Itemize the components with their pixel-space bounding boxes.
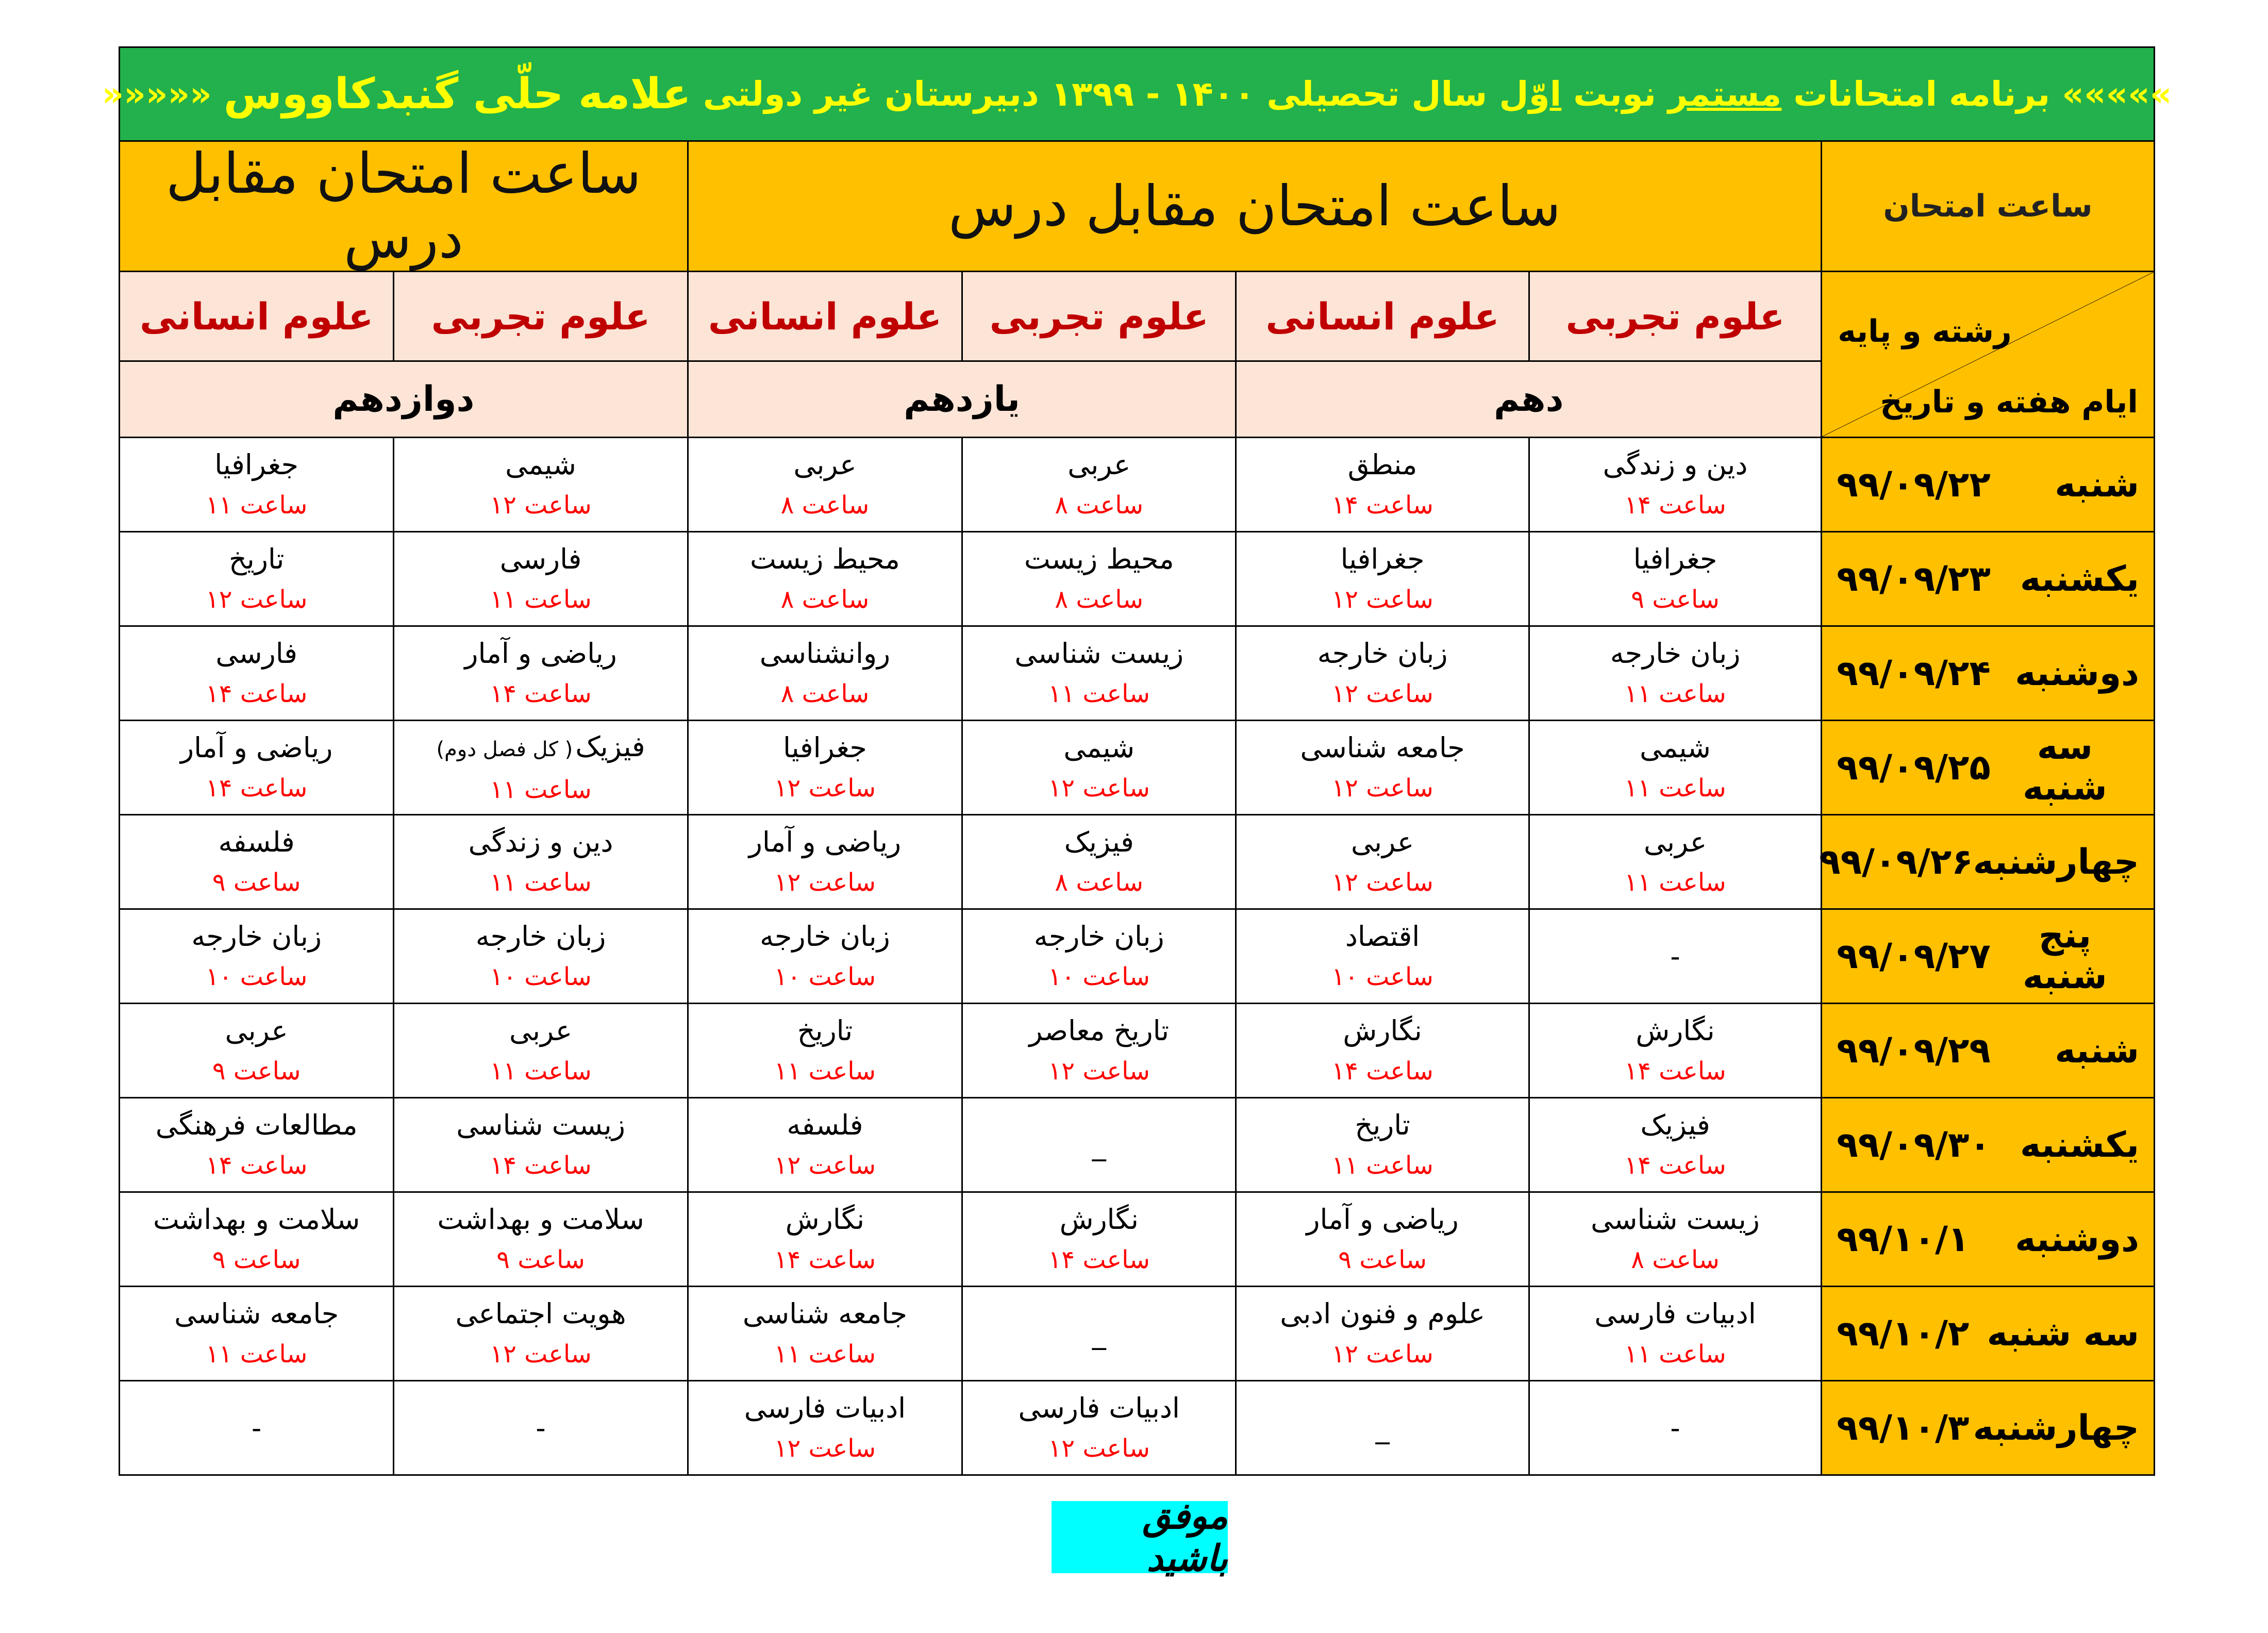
exam-time: ساعت ۱۱ — [1624, 1340, 1726, 1369]
exam-time: ساعت ۱۱ — [490, 1057, 592, 1086]
exam-cell — [962, 438, 1236, 532]
exam-time: ساعت ۱۰ — [1331, 962, 1433, 991]
grade-header-11: یازدهم — [688, 361, 1236, 438]
day-date-cell — [1822, 721, 2155, 815]
exam-time: ساعت ۱۰ — [205, 962, 308, 991]
exam-time: ساعت ۱۲ — [1048, 774, 1150, 803]
day-date-cell — [1822, 1004, 2155, 1098]
exam-cell — [394, 721, 688, 815]
exam-cell — [394, 1287, 688, 1381]
exam-cell — [120, 1004, 394, 1098]
exam-time: ساعت ۱۲ — [1331, 679, 1433, 708]
day-name: دوشنبه — [2015, 653, 2139, 694]
exam-time: ساعت ۱۱ — [1624, 679, 1726, 708]
subject-name: عربی — [1643, 826, 1707, 858]
day-name: چهارشنبه — [1973, 841, 2139, 882]
exam-cell — [688, 909, 962, 1004]
exam-cell — [1529, 438, 1821, 532]
subject-name: شیمی — [1063, 731, 1135, 764]
subject-name: محیط زیست — [1024, 543, 1174, 575]
subject-name: نگارش — [785, 1203, 865, 1236]
subject-name: شیمی — [1640, 731, 1711, 764]
exam-cell — [394, 532, 688, 626]
no-exam-dash: _ — [1092, 1317, 1106, 1350]
subject-name: ریاضی و آمار — [748, 826, 902, 858]
exam-time: ساعت ۸ — [1055, 491, 1144, 520]
schedule-table — [119, 140, 2155, 1476]
exam-cell — [1529, 1004, 1821, 1098]
table-row — [120, 438, 2155, 532]
exam-cell — [1529, 815, 1821, 909]
subject-name: عربی — [509, 1014, 573, 1047]
day-date-cell — [1819, 815, 2155, 909]
subject-name: سلامت و بهداشت — [153, 1203, 360, 1236]
exam-cell — [120, 438, 394, 532]
exam-cell — [394, 1098, 688, 1192]
exam-time: ساعت ۱۲ — [774, 774, 876, 803]
exam-cell — [1529, 1381, 1821, 1475]
subject-name: زبان خارجه — [1610, 637, 1741, 670]
exam-time: ساعت ۱۲ — [1048, 1057, 1150, 1086]
exam-time: ساعت ۹ — [212, 1057, 301, 1086]
exam-date: ۹۹/۰۹/۲۲ — [1837, 464, 1991, 505]
diag-label-track-grade: رشته و پایه — [1838, 313, 2012, 349]
group-header-12: ساعت امتحان مقابل درس — [120, 141, 688, 272]
exam-time: ساعت ۱۴ — [1331, 491, 1433, 520]
exam-cell — [120, 532, 394, 626]
exam-time: ساعت ۸ — [1631, 1245, 1720, 1274]
subject-name: زبان خارجه — [475, 920, 606, 953]
day-name: شنبه — [2055, 1030, 2139, 1071]
subject-note: ( کل فصل دوم) — [436, 737, 573, 761]
exam-time: ساعت ۱۴ — [1624, 491, 1726, 520]
subject-name: شیمی — [505, 448, 576, 481]
exam-time: ساعت ۱۲ — [205, 585, 308, 614]
subject-name: فارسی — [215, 637, 297, 670]
exam-cell — [688, 532, 962, 626]
exam-time: ساعت ۱۲ — [1331, 1340, 1433, 1369]
subject-name: جامعه شناسی — [742, 1297, 908, 1330]
subject-name: اقتصاد — [1345, 920, 1420, 953]
schedule-rows — [120, 438, 2155, 1475]
day-name: شنبه — [2055, 464, 2139, 505]
exam-cell — [962, 1381, 1236, 1475]
subject-name: نگارش — [1343, 1014, 1422, 1047]
exam-cell — [394, 1004, 688, 1098]
subject-name: جغرافیا — [214, 448, 299, 481]
exam-cell — [688, 815, 962, 909]
table-row — [120, 1287, 2155, 1381]
table-row — [120, 1098, 2155, 1192]
day-date-cell — [1822, 532, 2155, 626]
group-header-10-11: ساعت امتحان مقابل درس — [688, 141, 1821, 272]
exam-time: ساعت ۱۲ — [1331, 585, 1433, 614]
exam-time: ساعت ۱۱ — [490, 775, 592, 804]
subject-name: زبان خارجه — [1033, 920, 1164, 953]
exam-time: ساعت ۱۲ — [1331, 868, 1433, 897]
exam-time: ساعت ۱۲ — [774, 1151, 876, 1180]
subject-name: فلسفه — [787, 1109, 863, 1141]
exam-time: ساعت ۹ — [212, 868, 301, 897]
exam-cell — [120, 909, 394, 1004]
subject-name: دین و زندگی — [1603, 448, 1748, 481]
exam-time: ساعت ۱۱ — [1331, 1151, 1433, 1180]
subject-name: ریاضی و آمار — [1306, 1203, 1459, 1236]
day-name: یکشنبه — [2020, 558, 2139, 599]
exam-time: ساعت ۱۴ — [490, 1151, 592, 1180]
exam-time: ساعت ۱۱ — [490, 585, 592, 614]
table-row — [120, 815, 2155, 909]
exam-time: ساعت ۱۲ — [774, 1434, 876, 1463]
exam-cell — [688, 1098, 962, 1192]
exam-cell — [962, 626, 1236, 721]
exam-cell — [1529, 1287, 1821, 1381]
subject-name: ریاضی و آمار — [180, 731, 333, 764]
subject-name: زیست شناسی — [456, 1109, 625, 1141]
exam-time: ساعت ۱۲ — [774, 868, 876, 897]
exam-cell — [120, 1098, 394, 1192]
exam-time: ساعت ۸ — [780, 491, 870, 520]
exam-cell — [1236, 1287, 1529, 1381]
diagonal-header-cell — [1822, 272, 2155, 438]
exam-cell — [1236, 1004, 1529, 1098]
subject-name: دین و زندگی — [468, 826, 613, 858]
track-header: علوم تجربی — [1529, 272, 1821, 361]
grade-header-10: دهم — [1236, 361, 1822, 438]
exam-cell — [1529, 1098, 1821, 1192]
day-date-cell — [1822, 909, 2155, 1004]
exam-cell — [1236, 721, 1529, 815]
subject-name: فیزیک — [1640, 1109, 1710, 1141]
exam-time: ساعت ۱۱ — [490, 868, 592, 897]
exam-time: ساعت ۱۲ — [490, 491, 592, 520]
subject-name: تاریخ — [228, 543, 285, 575]
subject-name: ادبیات فارسی — [1594, 1297, 1756, 1330]
exam-time: ساعت ۱۲ — [1048, 1434, 1150, 1463]
exam-time: ساعت ۱۴ — [1331, 1057, 1433, 1086]
exam-cell — [962, 1004, 1236, 1098]
exam-date: ۹۹/۱۰/۱ — [1837, 1219, 1970, 1260]
exam-cell — [1236, 1381, 1529, 1475]
table-row — [120, 1381, 2155, 1475]
exam-time: ساعت ۸ — [780, 585, 870, 614]
title-underlined-continuous: مستمر — [1668, 74, 1782, 114]
exam-cell — [120, 721, 394, 815]
exam-cell — [688, 1192, 962, 1287]
exam-cell — [1529, 532, 1821, 626]
subject-name: فیزیک — [1064, 826, 1134, 858]
exam-cell — [394, 438, 688, 532]
exam-cell — [962, 815, 1236, 909]
exam-schedule-sheet — [102, 46, 2172, 1476]
exam-time: ساعت ۱۰ — [774, 962, 876, 991]
exam-cell — [688, 1287, 962, 1381]
subject-name: زیست شناسی — [1591, 1203, 1760, 1236]
exam-date: ۹۹/۰۹/۲۳ — [1837, 558, 1991, 599]
exam-time: ساعت ۹ — [496, 1245, 585, 1274]
exam-time: ساعت ۱۴ — [205, 774, 308, 803]
exam-date: ۹۹/۰۹/۲۹ — [1837, 1030, 1991, 1071]
exam-cell — [962, 1192, 1236, 1287]
subject-name: عربی — [1068, 448, 1131, 481]
subject-name: جامعه شناسی — [1300, 731, 1465, 764]
subject-name: جغرافیا — [1633, 543, 1717, 575]
exam-time: ساعت ۹ — [212, 1245, 301, 1274]
exam-cell — [688, 1004, 962, 1098]
day-date-cell — [1822, 626, 2155, 721]
day-name: چهارشنبه — [1973, 1407, 2139, 1448]
exam-cell — [1529, 721, 1821, 815]
subject-name: عربی — [793, 448, 857, 481]
track-header: علوم انسانی — [120, 272, 394, 361]
title-banner — [102, 46, 2172, 140]
diag-label-day-date: ایام هفته و تاریخ — [1880, 384, 2138, 420]
grade-header-12: دوازدهم — [120, 361, 688, 438]
subject-name: منطق — [1347, 448, 1418, 481]
table-row — [120, 532, 2155, 626]
track-header: علوم تجربی — [394, 272, 688, 361]
exam-cell — [1236, 438, 1529, 532]
exam-time: ساعت ۸ — [1055, 868, 1144, 897]
exam-time: ساعت ۹ — [1631, 585, 1720, 614]
title-suffix: ««««« — [102, 74, 212, 114]
subject-name: تاریخ معاصر — [1029, 1014, 1170, 1047]
subject-name: نگارش — [1636, 1014, 1715, 1047]
good-luck-note: موفق باشید — [1052, 1501, 1228, 1573]
subject-name: علوم و فنون ادبی — [1280, 1297, 1485, 1330]
exam-cell — [1529, 1192, 1821, 1287]
exam-cell — [962, 721, 1236, 815]
school-name: علامه حلّی گنبدکاووس — [223, 70, 691, 119]
exam-time: ساعت ۱۱ — [1624, 774, 1726, 803]
day-date-cell — [1822, 1192, 2155, 1287]
exam-time: ساعت ۱۴ — [205, 1151, 308, 1180]
exam-cell — [394, 626, 688, 721]
exam-time: ساعت ۱۱ — [1624, 868, 1726, 897]
track-header: علوم انسانی — [1236, 272, 1529, 361]
subject-name: ریاضی و آمار — [464, 637, 617, 670]
exam-time: ساعت ۱۲ — [490, 1340, 592, 1369]
table-row — [120, 909, 2155, 1004]
table-row — [120, 1004, 2155, 1098]
exam-cell — [688, 438, 962, 532]
subject-name: جغرافیا — [783, 731, 867, 764]
exam-cell — [1529, 909, 1821, 1004]
exam-cell — [120, 1192, 394, 1287]
exam-cell — [1236, 815, 1529, 909]
exam-cell — [1529, 626, 1821, 721]
title-prefix: »»»»» برنامه امتحانات — [1793, 74, 2172, 114]
no-exam-dash: - — [536, 1411, 546, 1444]
day-date-cell — [1822, 1098, 2155, 1192]
subject-name: روانشناسی — [759, 637, 891, 670]
title-year-school: سال تحصیلی ۱۴۰۰ - ۱۳۹۹ دبیرستان غیر دولتی — [703, 74, 1488, 114]
exam-cell — [1236, 626, 1529, 721]
exam-time: ساعت ۱۱ — [774, 1057, 876, 1086]
exam-cell — [120, 626, 394, 721]
exam-cell — [962, 1098, 1236, 1192]
day-name: یکشنبه — [2020, 1124, 2139, 1165]
subject-name: عربی — [225, 1014, 288, 1047]
exam-date: ۹۹/۰۹/۲۴ — [1837, 653, 1991, 694]
day-date-cell — [1822, 438, 2155, 532]
exam-date: ۹۹/۱۰/۲ — [1837, 1313, 1970, 1354]
exam-time: ساعت ۱۱ — [205, 491, 308, 520]
subject-name: مطالعات فرهنگی — [155, 1109, 358, 1141]
subject-name: هویت اجتماعی — [455, 1297, 626, 1330]
no-exam-dash: - — [1670, 1411, 1680, 1444]
exam-time: ساعت ۱۴ — [774, 1245, 876, 1274]
exam-cell — [394, 909, 688, 1004]
exam-date: ۹۹/۰۹/۲۵ — [1837, 747, 1991, 788]
track-header: علوم تجربی — [962, 272, 1236, 361]
exam-time: ساعت ۱۴ — [205, 679, 308, 708]
subject-name: فارسی — [499, 543, 582, 575]
corner-exam-time-header: ساعت امتحان — [1822, 141, 2155, 272]
exam-cell — [962, 1287, 1236, 1381]
exam-date: ۹۹/۱۰/۳ — [1837, 1407, 1970, 1448]
exam-time: ساعت ۱۴ — [1624, 1151, 1726, 1180]
exam-time: ساعت ۱۴ — [1624, 1057, 1726, 1086]
subject-name: فیزیک — [575, 730, 645, 763]
track-header: علوم انسانی — [688, 272, 962, 361]
exam-cell — [120, 815, 394, 909]
day-name: سه شنبه — [2023, 727, 2107, 808]
table-row — [120, 626, 2155, 721]
table-row — [120, 1192, 2155, 1287]
subject-name: ادبیات فارسی — [744, 1392, 906, 1424]
exam-cell — [962, 909, 1236, 1004]
subject-name: عربی — [1351, 826, 1414, 858]
day-date-cell — [1822, 1381, 2155, 1475]
subject-name: نگارش — [1059, 1203, 1139, 1236]
exam-cell — [1236, 1192, 1529, 1287]
no-exam-dash: _ — [1092, 1128, 1106, 1161]
exam-time: ساعت ۱۴ — [490, 679, 592, 708]
exam-cell — [688, 721, 962, 815]
exam-cell — [1236, 1098, 1529, 1192]
exam-cell — [120, 1381, 394, 1475]
no-exam-dash: - — [251, 1411, 262, 1444]
subject-name: سلامت و بهداشت — [437, 1203, 644, 1236]
no-exam-dash: _ — [1375, 1411, 1390, 1444]
exam-cell — [1236, 909, 1529, 1004]
day-name: سه شنبه — [1987, 1313, 2139, 1354]
subject-name: جامعه شناسی — [174, 1297, 339, 1330]
exam-time: ساعت ۱۰ — [1048, 962, 1150, 991]
no-exam-dash: - — [1670, 940, 1680, 973]
exam-time: ساعت ۱۱ — [205, 1340, 308, 1369]
exam-date: ۹۹/۰۹/۳۰ — [1837, 1124, 1991, 1165]
subject-name: زیست شناسی — [1014, 637, 1184, 670]
exam-time: ساعت ۱۴ — [1048, 1245, 1150, 1274]
exam-cell — [962, 532, 1236, 626]
exam-cell — [394, 815, 688, 909]
subject-name: زبان خارجه — [191, 920, 322, 953]
subject-name: تاریخ — [1355, 1109, 1410, 1141]
day-name: دوشنبه — [2015, 1219, 2139, 1260]
subject-name: ادبیات فارسی — [1018, 1392, 1180, 1424]
exam-cell — [394, 1381, 688, 1475]
exam-cell — [120, 1287, 394, 1381]
exam-time: ساعت ۱۱ — [1048, 679, 1150, 708]
subject-name: زبان خارجه — [1317, 637, 1448, 670]
day-name: پنج شنبه — [2023, 915, 2107, 997]
subject-name: فلسفه — [218, 826, 295, 858]
subject-name: تاریخ — [797, 1014, 853, 1047]
exam-time: ساعت ۸ — [780, 679, 870, 708]
title-underlined-first: اوّل — [1499, 74, 1562, 114]
exam-time: ساعت ۱۰ — [490, 962, 592, 991]
subject-name: محیط زیست — [750, 543, 900, 575]
exam-date: ۹۹/۰۹/۲۶ — [1819, 841, 1973, 882]
exam-time: ساعت ۸ — [1055, 585, 1144, 614]
subject-name: جغرافیا — [1340, 543, 1425, 575]
subject-name: زبان خارجه — [760, 920, 890, 953]
exam-date: ۹۹/۰۹/۲۷ — [1837, 936, 1991, 977]
exam-time: ساعت ۹ — [1338, 1245, 1427, 1274]
title-term-label: نوبت — [1573, 74, 1657, 114]
day-date-cell — [1822, 1287, 2155, 1381]
exam-time: ساعت ۱۱ — [774, 1340, 876, 1369]
table-row — [120, 721, 2155, 815]
exam-cell — [688, 1381, 962, 1475]
exam-cell — [688, 626, 962, 721]
exam-cell — [394, 1192, 688, 1287]
exam-cell — [1236, 532, 1529, 626]
exam-time: ساعت ۱۲ — [1331, 774, 1433, 803]
